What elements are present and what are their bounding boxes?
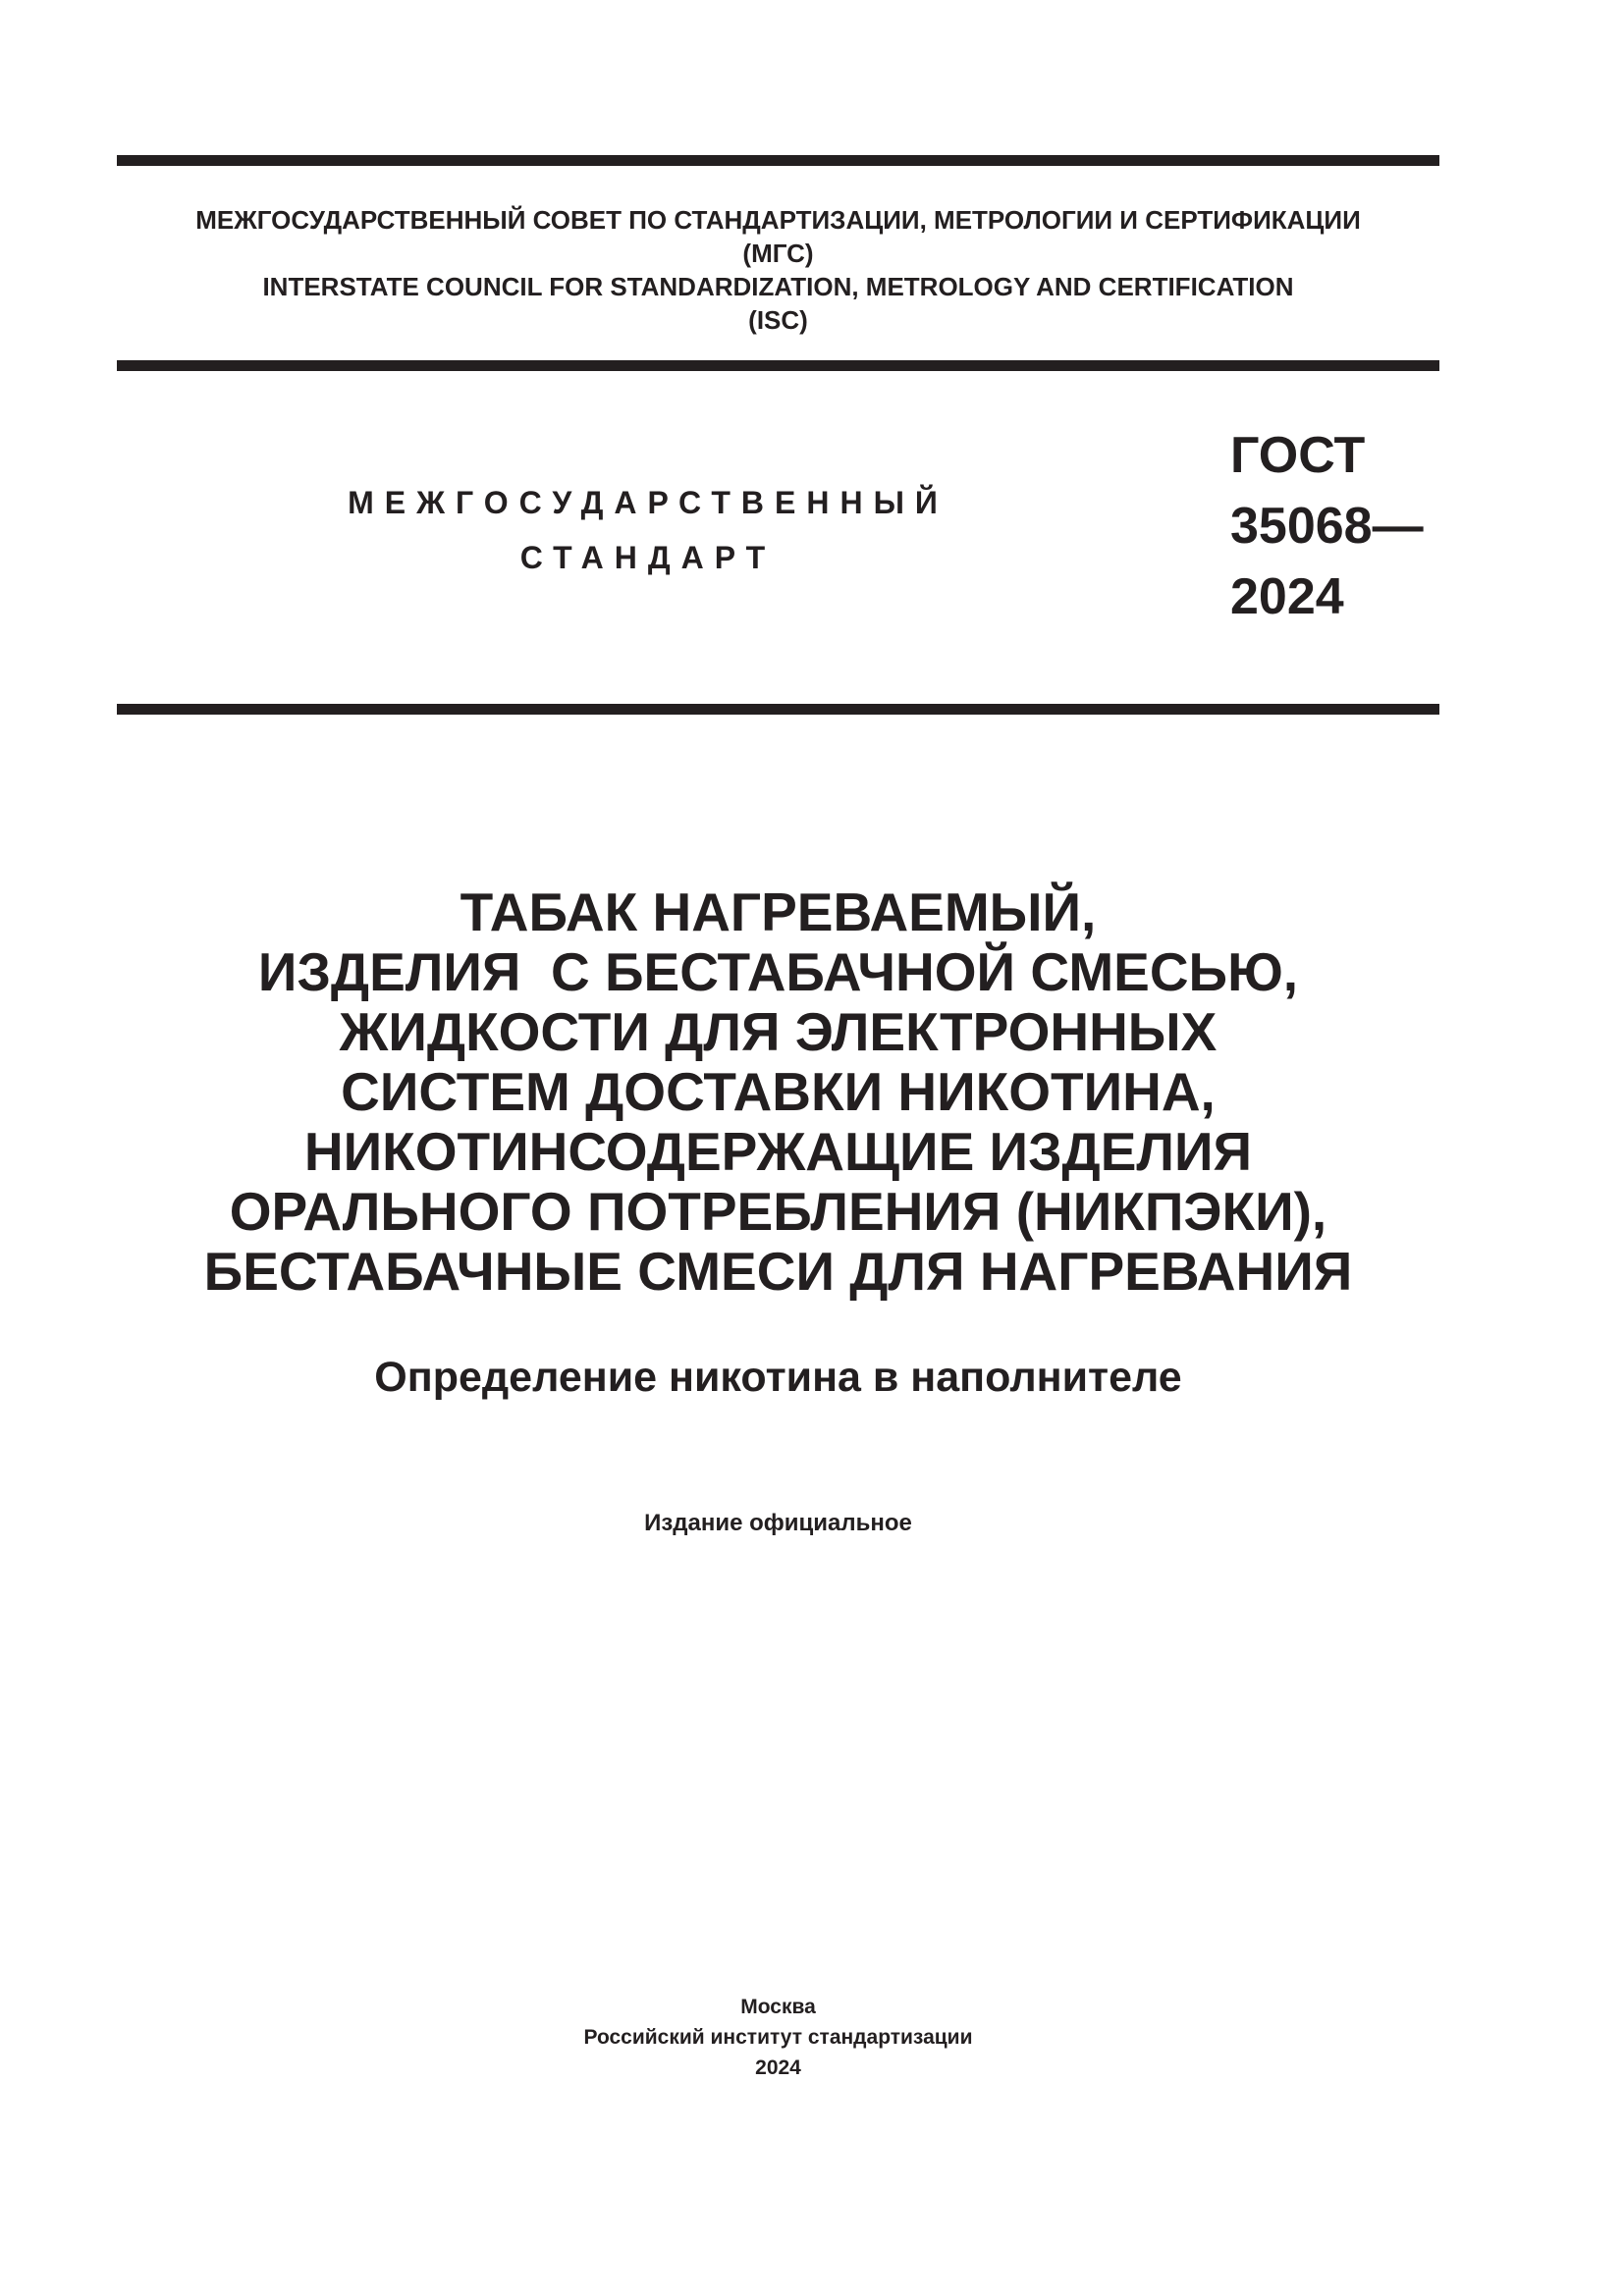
title-line: ТАБАК НАГРЕВАЕМЫЙ, [460,881,1097,942]
council-abbr-en: (ISC) [748,305,808,335]
title-line: НИКОТИНСОДЕРЖАЩИЕ ИЗДЕЛИЯ [303,1121,1253,1182]
gost-label: ГОСТ [1230,427,1366,484]
document-title [117,882,1439,1302]
title-line: СИСТЕМ ДОСТАВКИ НИКОТИНА, [341,1061,1216,1122]
council-name-ru: МЕЖГОСУДАРСТВЕННЫЙ СОВЕТ ПО СТАНДАРТИЗАЦИИ, МЕТРОЛОГИИ И СЕРТИФИКАЦИИ [195,205,1361,235]
council-header [117,203,1439,337]
imprint [117,1992,1439,2083]
title-line: БЕСТАБАЧНЫЕ СМЕСИ ДЛЯ НАГРЕВАНИЯ [203,1241,1353,1302]
standard-type-line-1: МЕЖГОСУДАРСТВЕННЫЙ [348,485,948,520]
edition-note: Издание официальное [644,1510,912,1536]
gost-designation [1230,420,1424,632]
standard-type-line-2: СТАНДАРТ [519,540,777,575]
document-subtitle: Определение никотина в наполнителе [374,1354,1182,1401]
gost-year: 2024 [1230,568,1344,625]
imprint-year: 2024 [755,2056,801,2079]
top-divider [117,155,1439,166]
standard-type [324,475,972,585]
gost-number: 35068— [1230,498,1424,555]
header-divider [117,360,1439,371]
title-line: ИЗДЕЛИЯ С БЕСТАБАЧНОЙ СМЕСЬЮ, [257,941,1299,1002]
standard-divider [117,704,1439,715]
council-abbr-ru: (МГС) [742,239,814,268]
title-line: ОРАЛЬНОГО ПОТРЕБЛЕНИЯ (НИКПЭКИ), [229,1181,1327,1242]
imprint-city: Москва [740,1996,816,2018]
imprint-publisher: Российский институт стандартизации [583,2026,973,2049]
title-line: ЖИДКОСТИ ДЛЯ ЭЛЕКТРОННЫХ [339,1001,1218,1062]
council-name-en: INTERSTATE COUNCIL FOR STANDARDIZATION, METROLOGY AND CERTIFICATION [262,272,1294,301]
